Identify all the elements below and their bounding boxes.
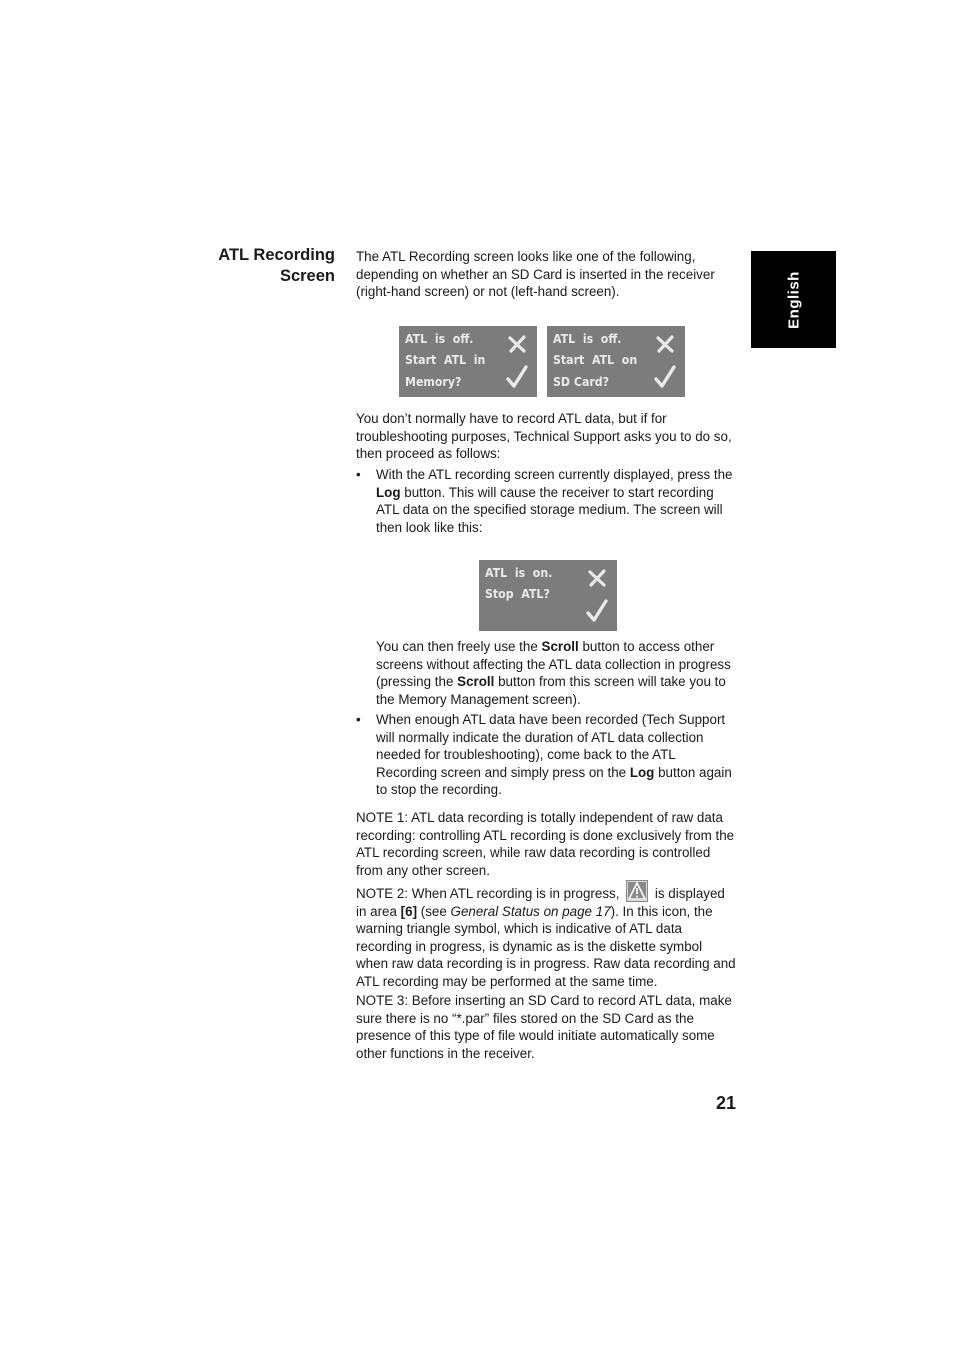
- list-item: [356, 466, 736, 536]
- text: With the ATL recording screen currently displayed, press the: [376, 467, 733, 482]
- section-heading: [190, 245, 335, 287]
- log-button-ref: Log: [376, 484, 401, 500]
- scroll-paragraph: [356, 638, 736, 708]
- text: button again to stop the recording.: [376, 764, 732, 798]
- area-ref: [6]: [400, 903, 418, 919]
- checkmark-icon: [654, 365, 676, 389]
- cross-reference: General Status on page 17: [450, 903, 611, 919]
- lcd-line: SD Card?: [553, 374, 610, 389]
- lcd-line: ATL is off.: [553, 331, 622, 346]
- text: button from this screen will take you to the Memory Management screen).: [376, 674, 726, 707]
- close-icon: [656, 335, 674, 353]
- checkmark-icon: [586, 599, 608, 623]
- close-icon: [588, 569, 606, 587]
- section-heading-line2: Screen: [279, 267, 335, 285]
- text: (see: [417, 903, 451, 919]
- lcd-line: ATL is off.: [405, 331, 474, 346]
- text: You can then freely use the: [376, 639, 542, 654]
- note-1: NOTE 1: ATL data recording is totally independent of raw data recording: controlling ATL recording is done exclusively from the ATL recording screen, while raw data recording is controlled from any other screen.: [356, 810, 735, 878]
- language-tab: [751, 251, 836, 348]
- close-icon: [508, 335, 526, 353]
- lcd-screen-sdcard: [547, 326, 685, 397]
- checkmark-icon: [506, 365, 528, 389]
- scroll-button-ref: Scroll: [541, 639, 579, 654]
- lcd-line: Memory?: [405, 374, 462, 389]
- bullet-symbol: •: [356, 467, 361, 482]
- lcd-line: Stop ATL?: [485, 586, 550, 601]
- text: button to access other screens without affecting the ATL data collection in progress (pressing the: [376, 639, 731, 690]
- lcd-line: Start ATL in: [405, 352, 486, 367]
- text: is displayed in area: [356, 886, 725, 919]
- atl-warning-icon: [626, 880, 648, 902]
- text: When enough ATL data have been recorded (Tech Support will normally indicate the duration of ATL data collection needed for troubleshooting), come back to the ATL Recording screen and simply press on the: [376, 712, 726, 780]
- lcd-line: Start ATL on: [553, 352, 638, 367]
- note-2: [356, 880, 736, 991]
- page-number: 21: [715, 1093, 736, 1113]
- text: button. This will cause the receiver to start recording ATL data on the specified storage medium. The screen will then look like this:: [376, 484, 723, 535]
- note-3: NOTE 3: Before inserting an SD Card to record ATL data, make sure there is no “*.par” files stored on the SD Card as the presence of this type of file would initiate automatically some other functions in the receiver.: [356, 993, 732, 1061]
- lcd-screen-memory: [399, 326, 537, 397]
- intro-paragraph: The ATL Recording screen looks like one of the following, depending on whether an SD Card is inserted in the receiver (right-hand screen) or not (left-hand screen).: [356, 249, 715, 300]
- text: NOTE 2: When ATL recording is in progress,: [356, 886, 620, 901]
- language-tab-label: English: [785, 270, 802, 329]
- instructions-paragraph: You don’t normally have to record ATL data, but if for troubleshooting purposes, Technical Support asks you to do so, then proceed as follows:: [356, 411, 732, 462]
- lcd-screen-atl-on: [479, 560, 617, 631]
- bullet-symbol: •: [356, 712, 361, 727]
- text: ). In this icon, the warning triangle symbol, which is indicative of ATL data recording in progress, is dynamic as is the diskette symbol when raw data recording is in progress. Raw data recording and ATL recording may be performed at the same time.: [356, 903, 736, 989]
- scroll-button-ref: Scroll: [457, 674, 495, 690]
- list-item: [356, 711, 736, 799]
- section-heading-line1: ATL Recording: [218, 246, 335, 264]
- lcd-line: ATL is on.: [485, 565, 553, 580]
- log-button-ref: Log: [629, 764, 655, 780]
